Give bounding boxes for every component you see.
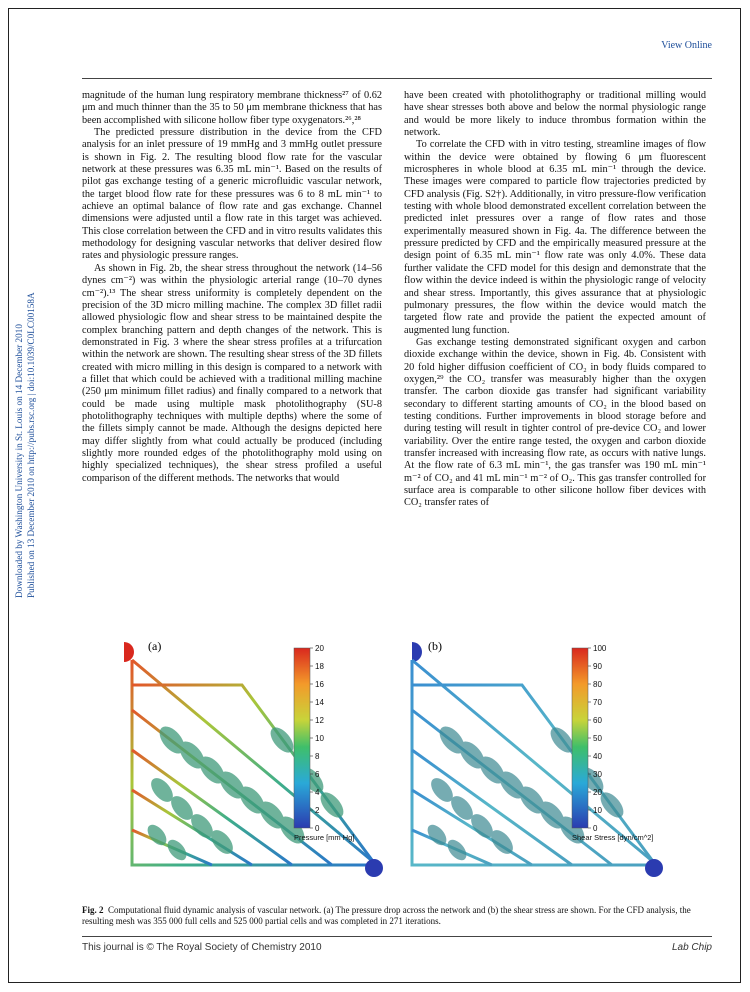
footer-rule: [82, 936, 712, 937]
footer-journal: Lab Chip: [671, 942, 712, 953]
panel-a-label: (a): [148, 639, 162, 653]
colorbar-b-tick-label: 60: [593, 716, 602, 725]
outlet-port: [365, 859, 383, 877]
footer-copyright: This journal is © The Royal Society of Chemistry 2010: [82, 942, 322, 953]
colorbar-a-tick-label: 18: [315, 662, 324, 671]
caption-label: Fig. 2: [82, 905, 104, 915]
colorbar-b-title: Shear Stress [dyn/cm^2]: [572, 833, 654, 842]
colorbar-b-tick-label: 80: [593, 680, 602, 689]
colorbar-b-tick-label: 10: [593, 806, 602, 815]
paragraph: magnitude of the human lung respiratory membrane thickness²⁷ of 0.62 μm and much thinner than the 35 to 50 μm membrane thickness that has been accomplished with silicone hollow fiber type oxygenators.²⁶,²⁸: [82, 90, 382, 126]
colorbar-a-tick-label: 0: [315, 824, 320, 833]
view-online-link[interactable]: View Online: [661, 40, 712, 51]
caption-text: Computational fluid dynamic analysis of vascular network. (a) The pressure drop across the network and (b) the shear stress are shown. For the CFD analysis, the resulting mesh was 355 000 full cells and 525 000 partial cells and was completed in 271 iterations.: [82, 905, 691, 926]
colorbar-b-tick-label: 50: [593, 734, 602, 743]
figure-caption: [82, 905, 712, 927]
panel-a: [124, 639, 383, 877]
figure-2: [82, 630, 714, 890]
right-column: [404, 90, 706, 510]
colorbar-b-tick-label: 70: [593, 698, 602, 707]
paragraph: have been created with photolithography or traditional milling would have shear stresses both above and below the normal physiologic range and would be more likely to induce thrombus formation within the network.: [404, 90, 706, 139]
colorbar-b: [572, 648, 588, 828]
colorbar-a-tick-label: 14: [315, 698, 324, 707]
panel-b-label: (b): [428, 639, 442, 653]
inlet-port: [124, 642, 134, 662]
colorbar-a: [294, 648, 310, 828]
paragraph: As shown in Fig. 2b, the shear stress throughout the network (14–56 dynes cm⁻²) was within the physiologic arterial range (10–70 dynes cm⁻²).¹³ The shear stress uniformity is completely dependent on the precision of the 3D micro milling machine. The complex 3D fillet radii allowed physiologic flow and shear stress to be maintained despite the complex branching pattern and depth changes of the network. This is demonstrated in Fig. 3 where the shear stress profiles at a trifurcation within the network are shown. The resulting shear stress of the 3D fillets created with micro milling in this design is compared to a network with a fillet that which could be achieved with a traditional milling machine (250 μm minimum fillet radius) and finally compared to a network that could be made using multiple mask photolithography (SU-8 photolithography techniques with multiple depths) where the some of the fillets simply cannot be made. Although the designs depicted here may differ slightly from what could actually be produced (including slightly more rounded edges of the photolithography mold using on highly specialized techniques), the shear stress profiled a useful comparison of the different methods. The networks that would: [82, 262, 382, 484]
colorbar-b-tick-label: 0: [593, 824, 598, 833]
paragraph: To correlate the CFD with in vitro testing, streamline images of flow within the device were obtained by flowing 6 μm fluorescent microspheres in whole blood at 6.35 mL min⁻¹ through the device. These images were compared to particle flow trajectories predicted by CFD analysis (Fig. S2†). Additionally, in vitro pressure-flow verification testing with whole blood demonstrated excellent correlation between the predicted inlet pressures over a range of flow rates and those experimentally measured shown in Fig. 4a. The difference between the pressure predicted by CFD and the empirically measured pressure at the design point of 6.35 mL min⁻¹ flow rate was only 4.0%. These data further validate the CFD model for this design and demonstrate that the flow within the device indeed is within the physiologic range of velocity and shear stress. Importantly, this gives assurance that at physiologic pulmonary pressures, the flow within the device would match the targeted flow rate and provide the patient the expected amount of augmented lung function.: [404, 139, 706, 336]
colorbar-a-title: Pressure [mm Hg]: [294, 833, 355, 842]
colorbar-a-tick-label: 10: [315, 734, 324, 743]
download-notice-line2: Published on 13 December 2010 on http://pubs.rsc.org | doi:10.1039/C0LC00158A: [26, 292, 36, 598]
download-notice-line1: Downloaded by Washington University in St. Louis on 14 December 2010: [14, 324, 24, 598]
colorbar-a-tick-label: 8: [315, 752, 320, 761]
colorbar-a-tick-label: 12: [315, 716, 324, 725]
panel-b: [412, 639, 663, 877]
colorbar-a-tick-label: 6: [315, 770, 320, 779]
colorbar-b-tick-label: 40: [593, 752, 602, 761]
colorbar-a-tick-label: 2: [315, 806, 320, 815]
outlet-port: [645, 859, 663, 877]
header-rule: [82, 78, 712, 79]
colorbar-b-tick-label: 100: [593, 644, 607, 653]
colorbar-b-tick-label: 20: [593, 788, 602, 797]
download-notice: [12, 238, 52, 598]
colorbar-a-tick-label: 4: [315, 788, 320, 797]
paragraph: The predicted pressure distribution in the device from the CFD analysis for an inlet pressure of 19 mmHg and 3 mmHg outlet pressure is shown in Fig. 2. The resulting blood flow rate for the vascular network at these pressures was 6.35 mL min⁻¹. Based on the results of pilot gas exchange testing of a generic microfluidic vascular network, the target blood flow rate for these pressures was 6 to 8 mL min⁻¹ to achieve an optimal balance of flow rate and gas exchange. Channel dimensions were adjusted until a flow rate in this target was achieved. This close correlation between the CFD and in vitro results validates this methodology for designing vascular networks that deliver desired flow rates and physiologic pressure ranges.: [82, 127, 382, 262]
left-column: [82, 90, 382, 485]
paragraph: Gas exchange testing demonstrated significant oxygen and carbon dioxide exchange within the device, shown in Fig. 4b. Consistent with 20 fold higher diffusion coefficient of CO₂ in body fluids compared to oxygen,²⁹ the CO₂ transfer was measurably higher than the oxygen transfer. The carbon dioxide gas transfer had significant variability secondary to different starting amounts of CO₂ in the blood based on testing conditions. Further improvements in blood storage before and during testing will result in tighter control of pre-device CO₂ and lower variability. Over the entire range tested, the oxygen and carbon dioxide transfer increased with increasing flow rate, as occurs with native lungs. At the flow rate of 6.3 mL min⁻¹, the gas transfer was 190 mL min⁻¹ m⁻² of CO₂ and 41 mL min⁻¹ m⁻² of O₂. This gas transfer controlled for surface area is comparable to other silicone hollow fiber devices with CO₂ transfer rates of: [404, 336, 706, 509]
inlet-port: [412, 642, 422, 662]
colorbar-b-tick-label: 30: [593, 770, 602, 779]
colorbar-a-tick-label: 16: [315, 680, 324, 689]
colorbar-a-tick-label: 20: [315, 644, 324, 653]
colorbar-b-tick-label: 90: [593, 662, 602, 671]
colorbar-a-ticks: [310, 644, 324, 833]
